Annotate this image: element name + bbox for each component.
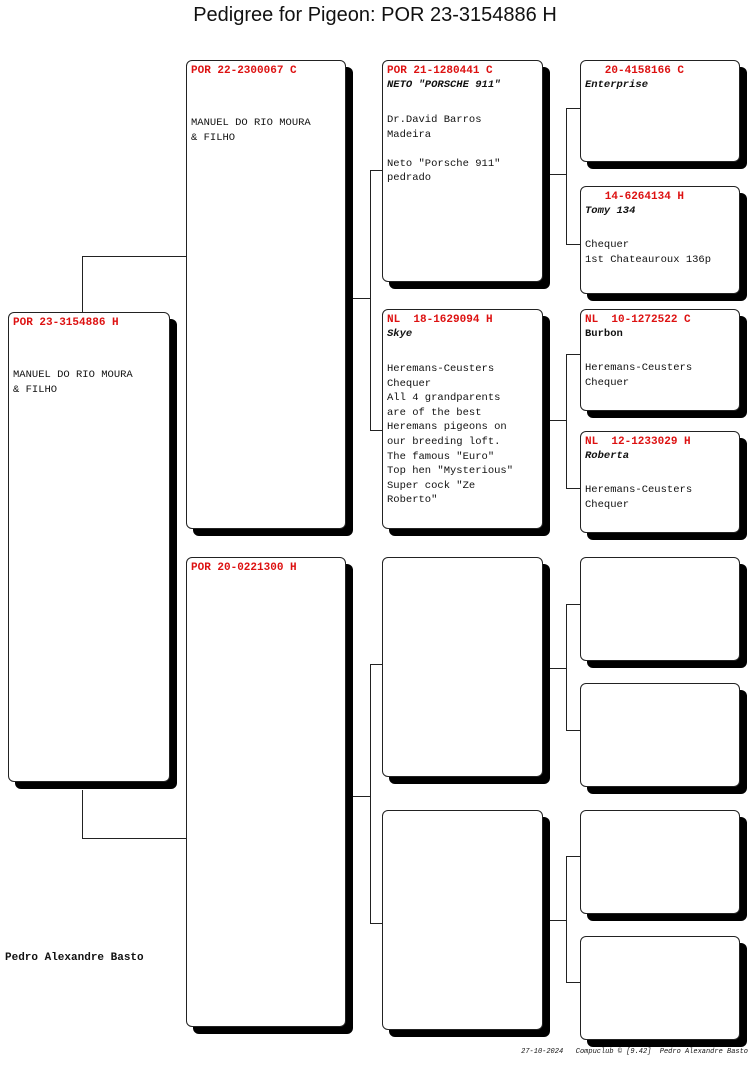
sire-dam-name: Skye <box>387 328 413 340</box>
ssd-name: Tomy 134 <box>585 205 636 217</box>
sds-ring: NL 10-1272522 C <box>585 314 691 326</box>
connector <box>548 420 566 421</box>
connector <box>548 920 566 921</box>
sire-sire-card[interactable] <box>382 60 543 282</box>
footer-text: 27-10-2024 Compuclub © [9.42] Pedro Alexandre Basto <box>521 1048 748 1056</box>
sire-info: MANUEL DO RIO MOURA & FILHO <box>191 117 311 144</box>
sire-dam-card[interactable] <box>382 309 543 529</box>
ssd-card[interactable] <box>580 186 740 294</box>
sss-card[interactable] <box>580 60 740 162</box>
connector <box>82 838 188 839</box>
connector <box>82 256 188 257</box>
dss-card[interactable] <box>580 557 740 661</box>
dam-card[interactable] <box>186 557 346 1027</box>
connector <box>370 170 371 430</box>
sire-sire-ring: POR 21-1280441 C <box>387 65 493 77</box>
sire-sire-info: Dr.David Barros Madeira Neto "Porsche 911" pedrado <box>387 114 501 185</box>
sire-ring: POR 22-2300067 C <box>191 65 297 77</box>
sire-card[interactable] <box>186 60 346 529</box>
ssd-ring: 14-6264134 H <box>585 191 685 203</box>
ddd-card[interactable] <box>580 936 740 1040</box>
sss-name: Enterprise <box>585 79 649 91</box>
sds-card[interactable] <box>580 309 740 411</box>
sire-sire-name: NETO "PORSCHE 911" <box>387 79 501 91</box>
sdd-ring: NL 12-1233029 H <box>585 436 691 448</box>
connector <box>548 174 566 175</box>
connector <box>350 796 370 797</box>
connector <box>566 856 567 982</box>
dam-ring: POR 20-0221300 H <box>191 562 297 574</box>
dam-dam-card[interactable] <box>382 810 543 1030</box>
connector <box>350 298 370 299</box>
subject-ring: POR 23-3154886 H <box>13 317 119 329</box>
sire-dam-ring: NL 18-1629094 H <box>387 314 493 326</box>
sss-ring: 20-4158166 C <box>585 65 685 77</box>
breeder-name: Pedro Alexandre Basto <box>5 952 144 964</box>
connector <box>82 256 83 314</box>
dsd-card[interactable] <box>580 683 740 787</box>
connector <box>370 664 371 923</box>
subject-info: MANUEL DO RIO MOURA & FILHO <box>13 369 133 396</box>
connector <box>82 790 83 838</box>
sdd-info: Heremans-Ceusters Chequer <box>585 484 693 511</box>
connector <box>566 354 567 488</box>
page-title: Pedigree for Pigeon: POR 23-3154886 H <box>193 4 557 26</box>
sds-info: Heremans-Ceusters Chequer <box>585 362 693 389</box>
sire-dam-info: Heremans-Ceusters Chequer All 4 grandparents are of the best Heremans pigeons on our breeding loft. The famous "Euro" Top hen "Mysterious" Super cock "Ze Roberto" <box>387 363 514 507</box>
dds-card[interactable] <box>580 810 740 914</box>
dam-sire-card[interactable] <box>382 557 543 777</box>
ssd-info: Chequer 1st Chateauroux 136p <box>585 239 712 266</box>
sds-name: Burbon <box>585 328 623 340</box>
sdd-card[interactable] <box>580 431 740 533</box>
connector <box>566 108 567 244</box>
connector <box>548 668 566 669</box>
connector <box>566 604 567 730</box>
sdd-name: Roberta <box>585 450 630 462</box>
subject-card[interactable] <box>8 312 170 782</box>
